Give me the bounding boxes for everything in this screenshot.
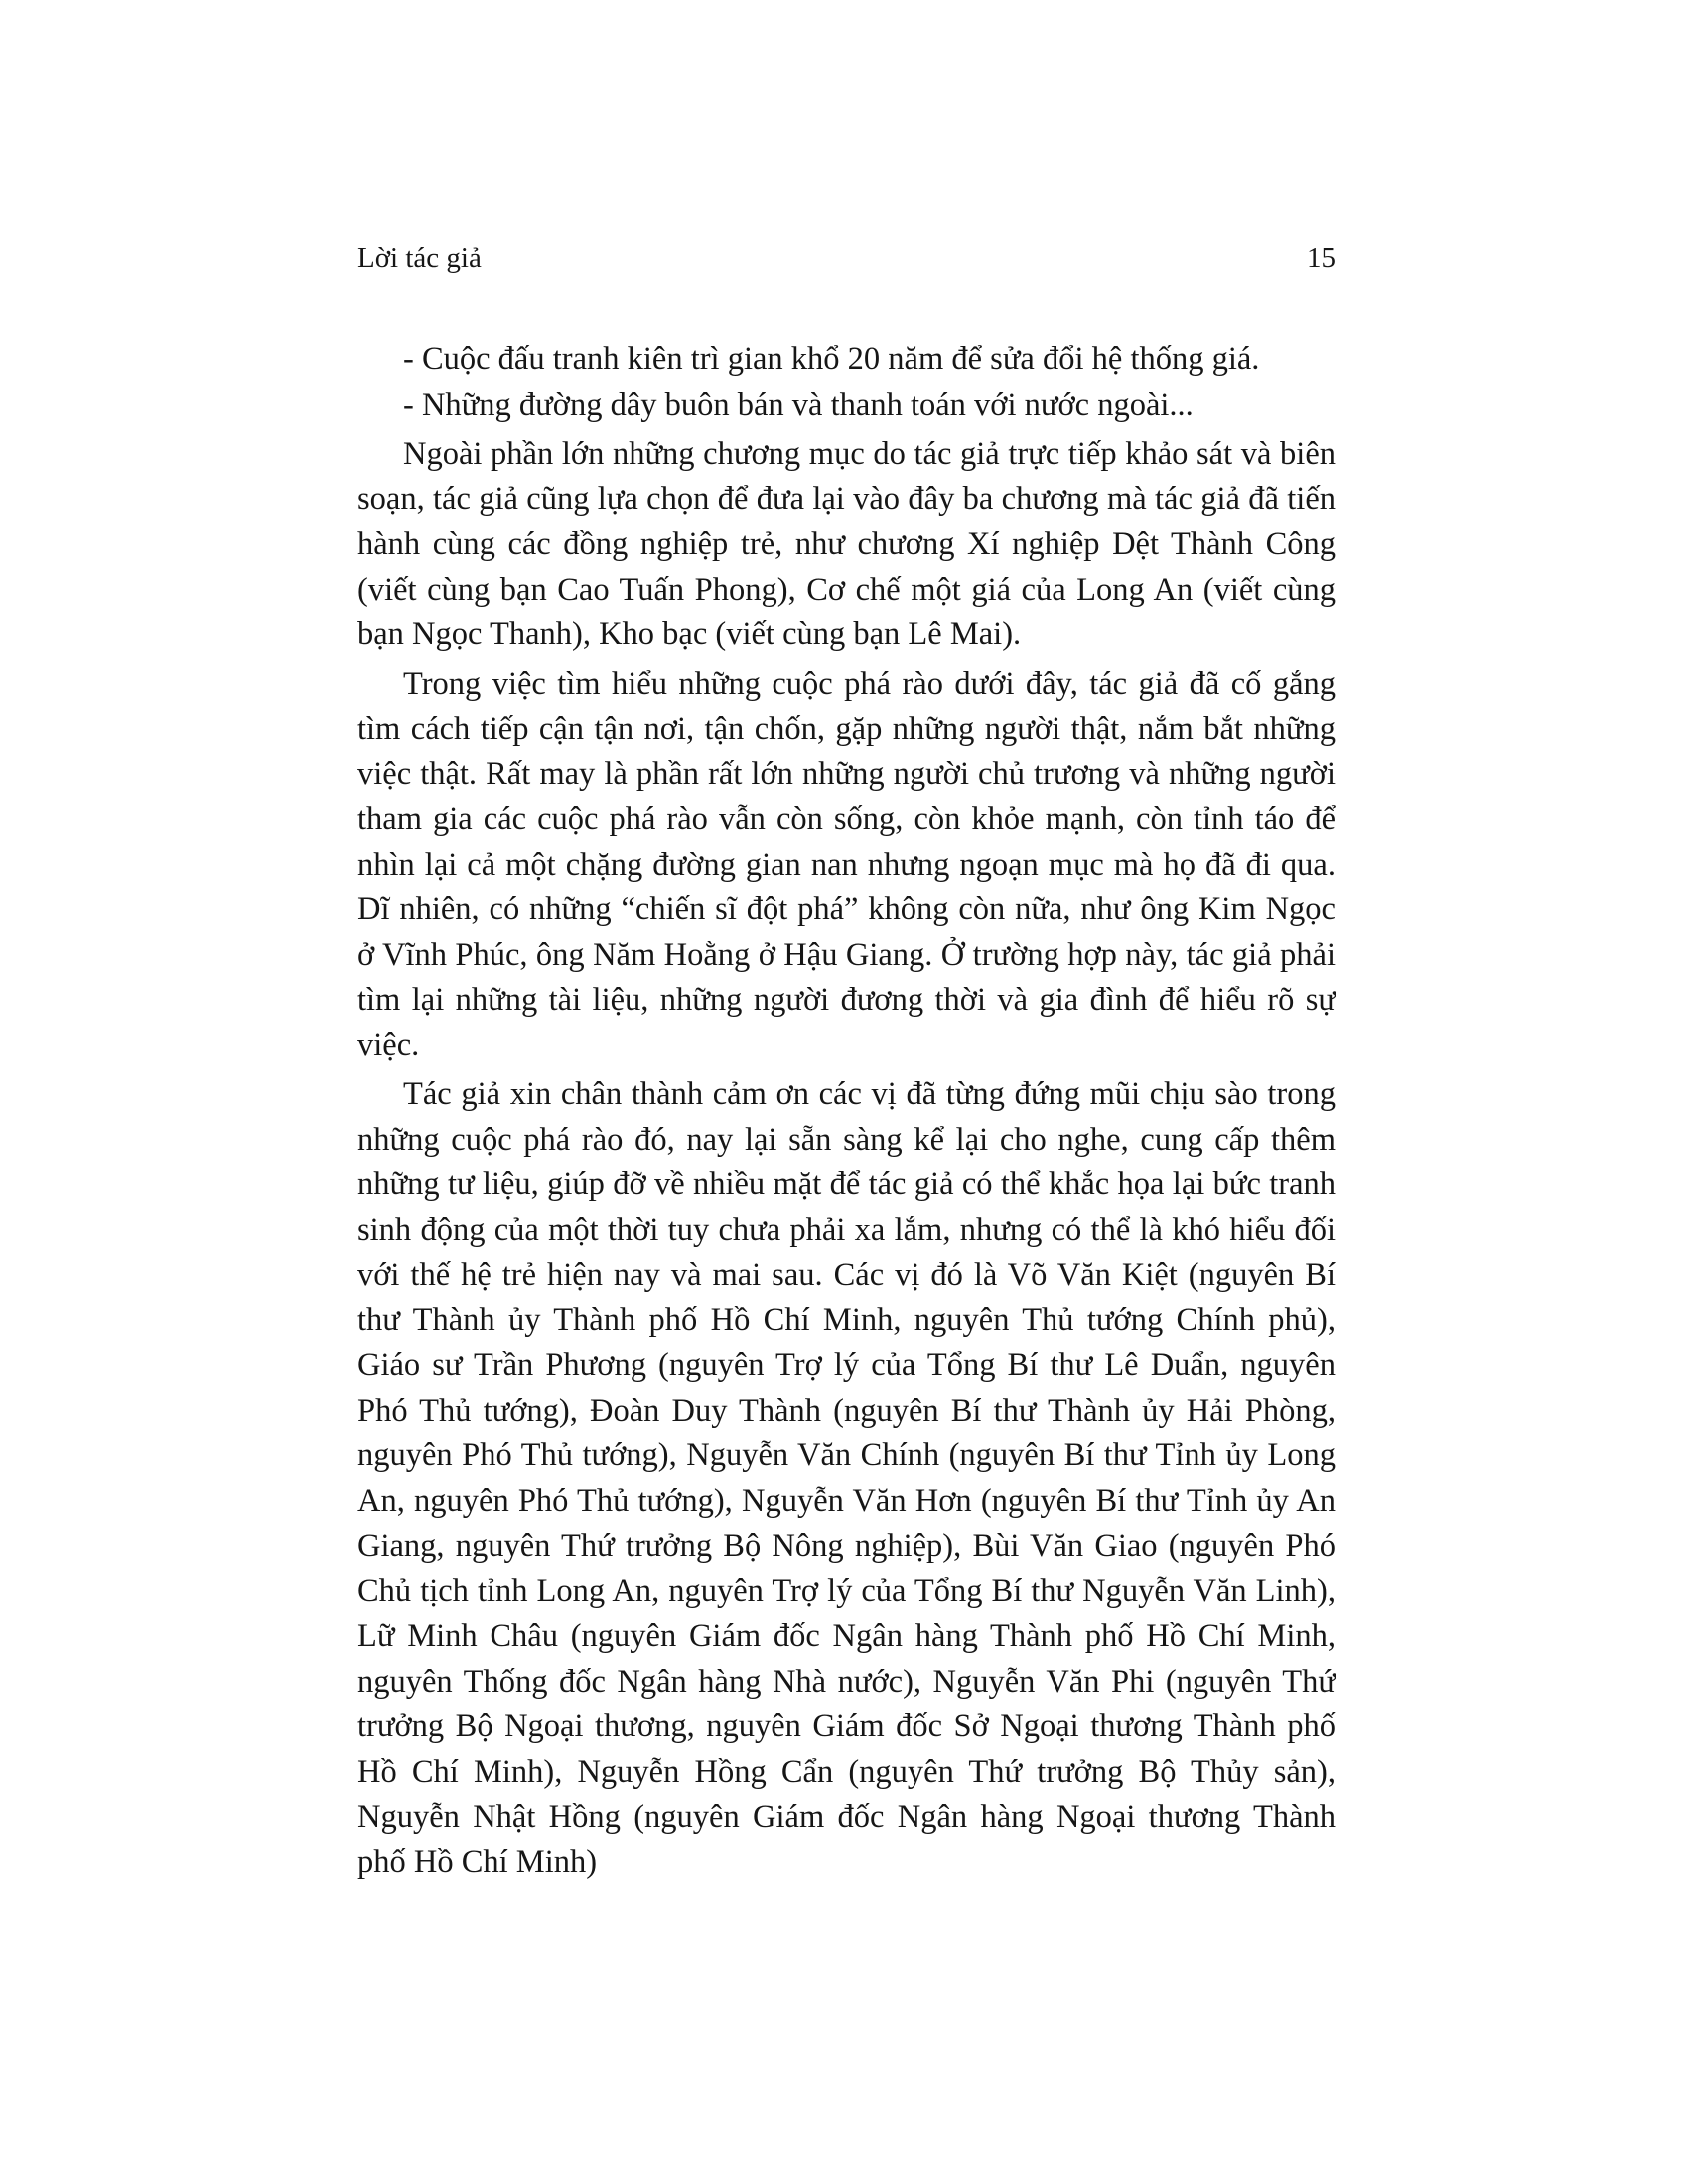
paragraph: Tác giả xin chân thành cảm ơn các vị đã từng đứng mũi chịu sào trong những cuộc phá rào đó, nay lại sẵn sàng kể lại cho nghe, cung cấp thêm những tư liệu, giúp đỡ về nhiều mặt để tác giả có thể khắc họa lại bức tranh sinh động của một thời tuy chưa phải xa lắm, nhưng có thể là khó hiểu đối với thế hệ trẻ hiện nay và mai sau. Các vị đó là Võ Văn Kiệt (nguyên Bí thư Thành ủy Thành phố Hồ Chí Minh, nguyên Thủ tướng Chính phủ), Giáo sư Trần Phương (nguyên Trợ lý của Tổng Bí thư Lê Duẩn, nguyên Phó Thủ tướng), Đoàn Duy Thành (nguyên Bí thư Thành ủy Hải Phòng, nguyên Phó Thủ tướng), Nguyễn Văn Chính (nguyên Bí thư Tỉnh ủy Long An, nguyên Phó Thủ tướng), Nguyễn Văn Hơn (nguyên Bí thư Tỉnh ủy An Giang, nguyên Thứ trưởng Bộ Nông nghiệp), Bùi Văn Giao (nguyên Phó Chủ tịch tỉnh Long An, nguyên Trợ lý của Tổng Bí thư Nguyễn Văn Linh), Lữ Minh Châu (nguyên Giám đốc Ngân hàng Thành phố Hồ Chí Minh, nguyên Thống đốc Ngân hàng Nhà nước), Nguyễn Văn Phi (nguyên Thứ trưởng Bộ Ngoại thương, nguyên Giám đốc Sở Ngoại thương Thành phố Hồ Chí Minh), Nguyễn Hồng Cẩn (nguyên Thứ trưởng Bộ Thủy sản), Nguyễn Nhật Hồng (nguyên Giám đốc Ngân hàng Ngoại thương Thành phố Hồ Chí Minh) bbox=[357, 1076, 1336, 1880]
running-header bbox=[357, 236, 1336, 280]
list-item: - Cuộc đấu tranh kiên trì gian khổ 20 năm để sửa đổi hệ thống giá. bbox=[403, 341, 1260, 377]
body-text bbox=[357, 338, 1336, 1885]
list-item: - Những đường dây buôn bán và thanh toán với nước ngoài... bbox=[403, 386, 1194, 423]
paragraph: Ngoài phần lớn những chương mục do tác giả trực tiếp khảo sát và biên soạn, tác giả cũng lựa chọn để đưa lại vào đây ba chương mà tác giả đã tiến hành cùng các đồng nghiệp trẻ, như chương Xí nghiệp Dệt Thành Công (viết cùng bạn Cao Tuấn Phong), Cơ chế một giá của Long An (viết cùng bạn Ngọc Thanh), Kho bạc (viết cùng bạn Lê Mai). bbox=[357, 436, 1336, 652]
running-title: Lời tác giả bbox=[357, 242, 482, 274]
paragraph: Trong việc tìm hiểu những cuộc phá rào dưới đây, tác giả đã cố gắng tìm cách tiếp cận tận nơi, tận chốn, gặp những người thật, nắm bắt những việc thật. Rất may là phần rất lớn những người chủ trương và những người tham gia các cuộc phá rào vẫn còn sống, còn khỏe mạnh, còn tỉnh táo để nhìn lại cả một chặng đường gian nan nhưng ngoạn mục mà họ đã đi qua. Dĩ nhiên, có những “chiến sĩ đột phá” không còn nữa, như ông Kim Ngọc ở Vĩnh Phúc, ông Năm Hoằng ở Hậu Giang. Ở trường hợp này, tác giả phải tìm lại những tài liệu, những người đương thời và gia đình để hiểu rõ sự việc. bbox=[357, 665, 1336, 1063]
page-number: 15 bbox=[1307, 242, 1336, 274]
